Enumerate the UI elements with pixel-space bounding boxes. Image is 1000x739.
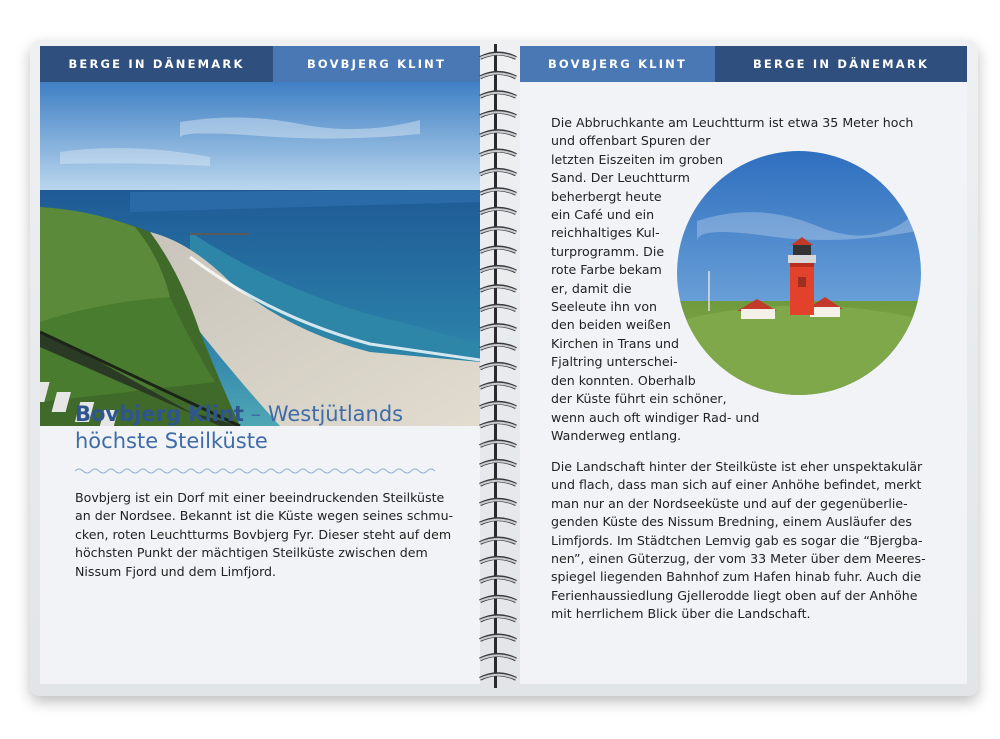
text-line: Limfjords. Im Städtchen Lemvig gab es sogar die “Bjergba- — [551, 532, 923, 548]
spiral-ring — [480, 442, 516, 447]
spiral-ring — [480, 112, 516, 117]
text-line: man nur an der Nordseeküste und auf der gegenüberlie- — [551, 495, 908, 511]
right-page — [520, 46, 967, 684]
spiral-ring — [480, 674, 516, 679]
left-page — [40, 46, 480, 684]
text-line: wenn auch oft windiger Rad- und — [551, 409, 760, 425]
header-tab-chapter-right: BERGE IN DÄNEMARK — [715, 46, 967, 82]
text-line: mit herrlichem Blick über die Landschaft. — [551, 606, 811, 622]
spiral-ring — [480, 558, 516, 563]
text-line: Fjaltring unterschei- — [551, 354, 678, 370]
spiral-ring — [480, 480, 516, 485]
spiral-ring — [480, 73, 516, 78]
text-line: genden Küste des Nissum Bredning, einem Ausläufer des — [551, 514, 912, 530]
text-line: ein Café und ein — [551, 207, 655, 223]
spiral-ring — [480, 500, 516, 505]
spiral-ring — [480, 636, 516, 641]
spiral-ring — [480, 209, 516, 214]
text-line: rote Farbe bekam — [551, 262, 662, 278]
text-line: Ferienhaussiedlung Gjellerodde liegt oben auf der Anhöhe — [551, 587, 918, 603]
text-line: Die Landschaft hinter der Steilküste ist eher unspektakulär — [551, 459, 923, 474]
spiral-ring — [480, 461, 516, 466]
right-body-paragraph-1 — [551, 114, 951, 445]
text-line: letzten Eiszeiten im groben — [551, 151, 724, 167]
text-line: beherbergt heute — [551, 188, 662, 204]
text-line: Seeleute ihn von — [551, 299, 658, 315]
wave-divider — [75, 466, 440, 476]
spiral-ring — [480, 345, 516, 350]
spiral-ring — [480, 364, 516, 369]
spiral-ring — [480, 539, 516, 544]
text-line: Sand. Der Leuchtturm — [551, 170, 690, 186]
spiral-ring — [480, 189, 516, 194]
spiral-ring — [480, 519, 516, 524]
article-title-rest: – Westjütlands — [243, 402, 404, 426]
spiral-ring — [480, 306, 516, 311]
text-line: und flach, dass man sich auf einer Anhöhe befindet, merkt — [551, 477, 922, 493]
text-line: spiegel liegenden Bahnhof zum Hafen hinab fuhr. Auch die — [551, 569, 922, 585]
coastal-beach-photo — [40, 82, 480, 426]
right-body-paragraph-2 — [551, 458, 951, 624]
spiral-ring — [480, 597, 516, 602]
header-tab-section-left: BOVBJERG KLINT — [273, 46, 480, 82]
text-line: den beiden weißen — [551, 317, 671, 333]
spiral-ring — [480, 616, 516, 621]
text-line: höchsten Punkt der mächtigen Steilküste zwischen dem — [75, 545, 428, 561]
header-tab-chapter-left: BERGE IN DÄNEMARK — [40, 46, 273, 82]
text-line: reichhaltiges Kul- — [551, 225, 660, 241]
spiral-ring — [480, 248, 516, 253]
article-title — [75, 401, 455, 455]
spiral-ring — [480, 131, 516, 136]
text-line: nen”, einen Güterzug, der vom 33 Meter über dem Meeres- — [551, 551, 926, 567]
spiral-ring — [480, 325, 516, 330]
header-tab-section-right: BOVBJERG KLINT — [520, 46, 715, 82]
spiral-ring — [480, 422, 516, 427]
spiral-ring — [480, 92, 516, 97]
text-line: cken, roten Leuchtturms Bovbjerg Fyr. Dieser steht auf dem — [75, 526, 452, 542]
text-line: der Küste führt ein schöner, — [551, 391, 727, 407]
spiral-ring — [480, 286, 516, 291]
text-line: Nissum Fjord und dem Limfjord. — [75, 563, 277, 579]
spiral-ring — [480, 170, 516, 175]
text-line: Bovbjerg ist ein Dorf mit einer beeindruckenden Steilküste — [75, 490, 445, 505]
spiral-binding — [472, 40, 524, 692]
spiral-ring — [480, 383, 516, 388]
text-line: Wanderweg entlang. — [551, 427, 682, 443]
spiral-ring — [480, 228, 516, 233]
text-line: und offenbart Spuren der — [551, 133, 711, 149]
spiral-ring — [480, 403, 516, 408]
spiral-ring — [480, 151, 516, 156]
spiral-ring — [480, 577, 516, 582]
text-line: Kirchen in Trans und — [551, 335, 680, 351]
article-title-bold: Bovbjerg Klint — [75, 402, 244, 426]
text-line: den konnten. Oberhalb — [551, 372, 696, 388]
text-line: turprogramm. Die — [551, 243, 665, 259]
text-line: an der Nordsee. Bekannt ist die Küste wegen seines schmu- — [75, 508, 454, 524]
article-title-line2: höchste Steilküste — [75, 429, 268, 453]
spiral-ring — [480, 267, 516, 272]
spiral-ring — [480, 54, 516, 59]
text-line: Die Abbruchkante am Leuchtturm ist etwa 35 Meter hoch — [551, 115, 914, 130]
spiral-ring — [480, 655, 516, 660]
left-body-text — [75, 489, 467, 581]
text-line: er, damit die — [551, 280, 632, 296]
